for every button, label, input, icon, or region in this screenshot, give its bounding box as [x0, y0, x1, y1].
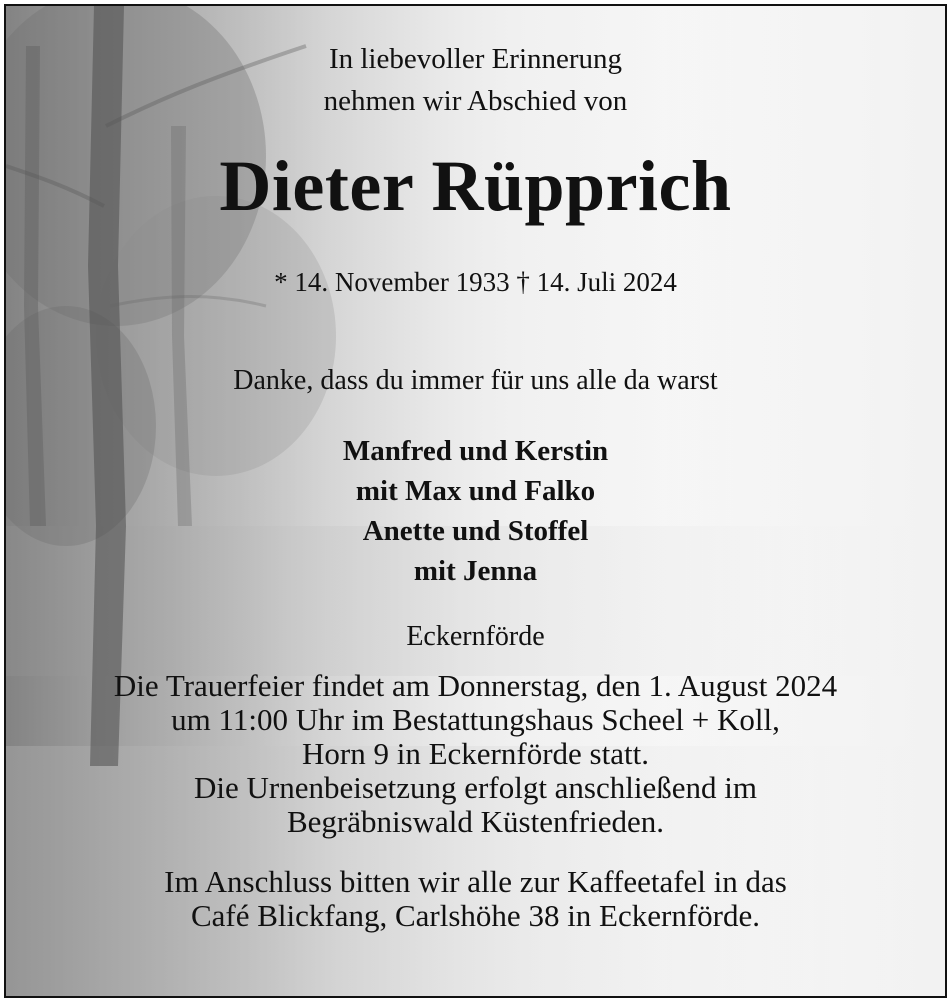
service-line-5: Begräbniswald Küstenfrieden.: [286, 804, 665, 839]
reception-line-1: Im Anschluss bitten wir alle zur Kaffeetafel in das: [164, 864, 787, 899]
thanks-line: Danke, dass du immer für uns alle da warst: [233, 365, 718, 396]
intro-line-2: nehmen wir Abschied von: [323, 85, 628, 117]
life-dates: * 14. November 1933 † 14. Juli 2024: [274, 267, 677, 297]
obituary-notice: [4, 4, 947, 998]
service-line-3: Horn 9 in Eckernförde statt.: [302, 736, 649, 771]
family-line-4: mit Jenna: [413, 555, 538, 587]
service-line-4: Die Urnenbeisetzung erfolgt anschließend im: [194, 770, 757, 805]
service-line-2: um 11:00 Uhr im Bestattungshaus Scheel + Koll,: [171, 702, 780, 737]
family-line-3: Anette und Stoffel: [362, 515, 589, 547]
family-line-2: mit Max und Falko: [355, 475, 596, 507]
deceased-name: Dieter Rüpprich: [219, 146, 732, 226]
family-line-1: Manfred und Kerstin: [342, 435, 609, 467]
reception-line-2: Café Blickfang, Carlshöhe 38 in Eckernförde.: [190, 898, 760, 933]
service-line-1: Die Trauerfeier findet am Donnerstag, den 1. August 2024: [113, 668, 838, 703]
intro-line-1: In liebevoller Erinnerung: [328, 43, 623, 75]
place-name: Eckernförde: [406, 621, 545, 652]
